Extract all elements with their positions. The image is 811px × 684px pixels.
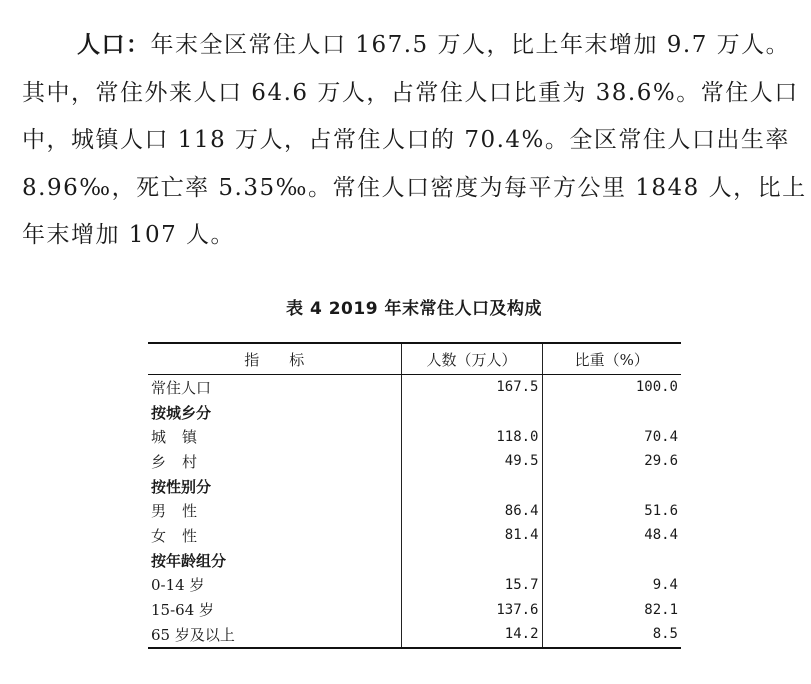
row-share: 48.4 — [542, 523, 681, 548]
paragraph-lead: 人口： — [77, 32, 151, 58]
table-row — [148, 622, 681, 648]
row-share: 82.1 — [542, 597, 681, 622]
row-share — [542, 474, 681, 499]
table-row — [148, 449, 681, 474]
table-group-row — [148, 548, 681, 573]
row-count: 14.2 — [401, 622, 542, 648]
row-share: 9.4 — [542, 573, 681, 598]
table-title: 表 4 2019 年末常住人口及构成 — [286, 299, 542, 319]
row-count — [401, 548, 542, 573]
row-label: 女性 — [151, 526, 214, 545]
header-share: 比重（%） — [542, 343, 681, 375]
group-label: 按城乡分 — [151, 403, 212, 422]
row-label: 乡村 — [151, 452, 214, 471]
row-count: 137.6 — [401, 597, 542, 622]
table-group-row — [148, 474, 681, 499]
row-share — [542, 400, 681, 425]
header-indicator: 指 标 — [148, 343, 401, 375]
table-header-row — [148, 343, 681, 375]
table-row — [148, 424, 681, 449]
row-share: 51.6 — [542, 498, 681, 523]
row-label: 65 岁及以上 — [148, 622, 401, 648]
row-label: 男性 — [151, 502, 214, 521]
row-label: 城镇 — [151, 428, 214, 447]
table-row — [148, 597, 681, 622]
population-table — [148, 342, 681, 649]
row-share: 70.4 — [542, 424, 681, 449]
row-share — [542, 548, 681, 573]
row-count: 167.5 — [401, 375, 542, 400]
table-row — [148, 523, 681, 548]
row-share: 29.6 — [542, 449, 681, 474]
row-count — [401, 474, 542, 499]
row-label: 15-64 岁 — [151, 601, 215, 620]
table-group-row — [148, 400, 681, 425]
row-count: 118.0 — [401, 424, 542, 449]
table-row — [148, 498, 681, 523]
row-share: 8.5 — [542, 622, 681, 648]
table-row — [148, 573, 681, 598]
row-count: 86.4 — [401, 498, 542, 523]
population-paragraph — [22, 22, 807, 260]
group-label: 按性别分 — [151, 477, 212, 496]
row-count: 49.5 — [401, 449, 542, 474]
group-label: 按年龄组分 — [151, 551, 227, 570]
row-label: 常住人口 — [151, 378, 212, 397]
row-count — [401, 400, 542, 425]
paragraph-text: 年末全区常住人口 167.5 万人，比上年末增加 9.7 万人。其中，常住外来人口 64.6 万人，占常住人口比重为 38.6%。常住人口中，城镇人口 118 万人，占常住人口的 70.4%。全区常住人口出生率 8.96‰，死亡率 5.35‰。常住人口密度为每平方公里 1848 人，比上年末增加 107 人。 — [22, 32, 807, 248]
row-count: 81.4 — [401, 523, 542, 548]
table-row — [148, 375, 681, 400]
header-count: 人数（万人） — [401, 343, 542, 375]
row-share: 100.0 — [542, 375, 681, 400]
row-label: 0-14 岁 — [151, 576, 205, 595]
row-count: 15.7 — [401, 573, 542, 598]
